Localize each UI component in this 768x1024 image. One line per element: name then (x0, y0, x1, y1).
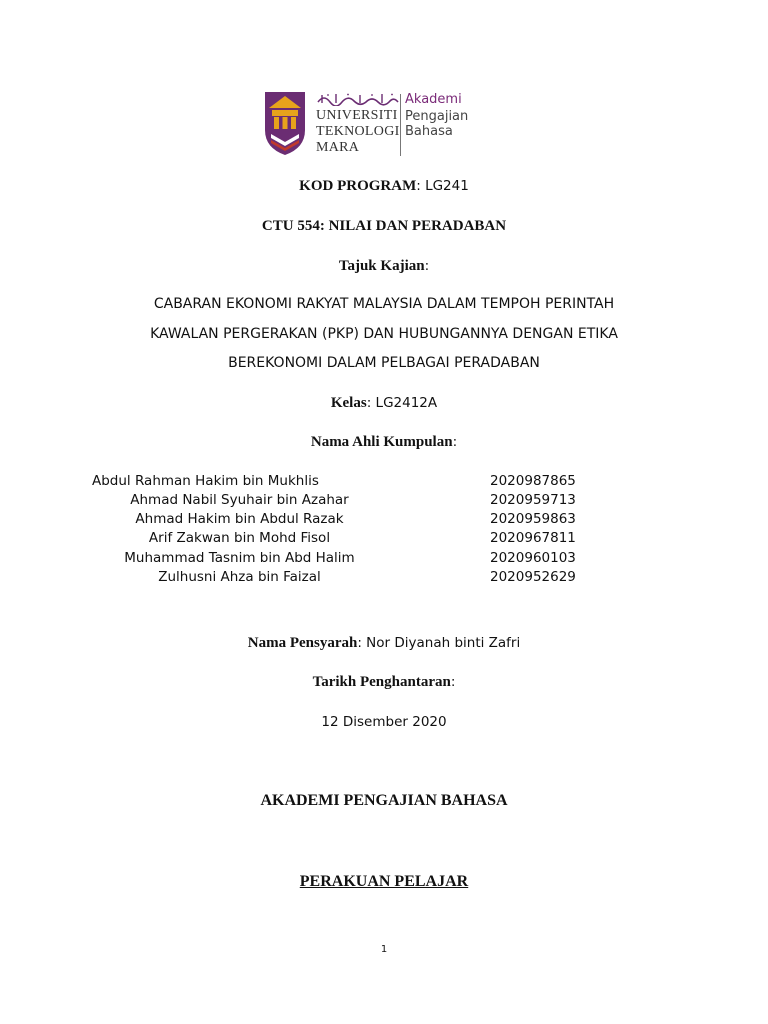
study-title-line-2: KAWALAN PERGERAKAN (PKP) DAN HUBUNGANNYA DENGAN ETIKA (150, 326, 618, 342)
logo-university-line-1: UNIVERSITI (316, 108, 398, 123)
page-number: 1 (380, 944, 388, 955)
member-id: 2020959713 (490, 492, 576, 508)
member-name: Arif Zakwan bin Mohd Fisol (148, 530, 331, 546)
course-title: CTU 554: NILAI DAN PERADABAN (261, 218, 507, 234)
kod-program (0, 178, 768, 195)
logo-university-line-2: TEKNOLOGI (316, 124, 400, 139)
tajuk-colon: : (424, 258, 430, 274)
akademi-heading: AKADEMI PENGAJIAN BAHASA (260, 792, 508, 809)
kelas (0, 395, 768, 412)
uitm-crest-icon (262, 90, 308, 156)
pensyarah-value: : Nor Diyanah binti Zafri (357, 635, 521, 651)
tarikh-colon: : (450, 674, 456, 690)
submission-date: 12 Disember 2020 (321, 714, 447, 730)
member-id: 2020960103 (490, 550, 576, 566)
ahli-kumpulan (0, 434, 768, 451)
perakuan-heading: PERAKUAN PELAJAR (299, 873, 469, 890)
member-id: 2020952629 (490, 569, 576, 585)
member-name: Zulhusni Ahza bin Faizal (158, 569, 321, 585)
logo-pengajian-bahasa: Pengajian Bahasa (405, 109, 469, 139)
tarikh-penghantaran (0, 674, 768, 691)
tajuk-kajian (0, 258, 768, 275)
member-id: 2020967811 (490, 530, 576, 546)
kod-program-label: KOD PROGRAM (299, 178, 417, 194)
uitm-logo (262, 90, 512, 160)
logo-divider (400, 94, 401, 156)
member-id: 2020987865 (490, 473, 576, 489)
member-name: Ahmad Hakim bin Abdul Razak (135, 511, 344, 527)
kelas-value: : LG2412A (366, 395, 438, 411)
ahli-label: Nama Ahli Kumpulan (310, 434, 453, 450)
pensyarah (0, 635, 768, 652)
study-title-line-3: BEREKONOMI DALAM PELBAGAI PERADABAN (228, 355, 540, 371)
member-name: Abdul Rahman Hakim bin Mukhlis (92, 473, 319, 489)
logo-akademi: Akademi (405, 92, 462, 107)
member-id: 2020959863 (490, 511, 576, 527)
pensyarah-label: Nama Pensyarah (247, 635, 358, 651)
tajuk-label: Tajuk Kajian (338, 258, 425, 274)
logo-university-line-3: MARA (316, 140, 360, 155)
kod-program-value: : LG241 (416, 178, 469, 194)
ahli-colon: : (452, 434, 458, 450)
member-name: Ahmad Nabil Syuhair bin Azahar (130, 492, 349, 508)
study-title-line-1: CABARAN EKONOMI RAKYAT MALAYSIA DALAM TEMPOH PERINTAH (153, 296, 615, 312)
jawi-script (316, 92, 400, 106)
member-name: Muhammad Tasnim bin Abd Halim (124, 550, 355, 566)
tarikh-label: Tarikh Penghantaran (312, 674, 451, 690)
kelas-label: Kelas (330, 395, 367, 411)
